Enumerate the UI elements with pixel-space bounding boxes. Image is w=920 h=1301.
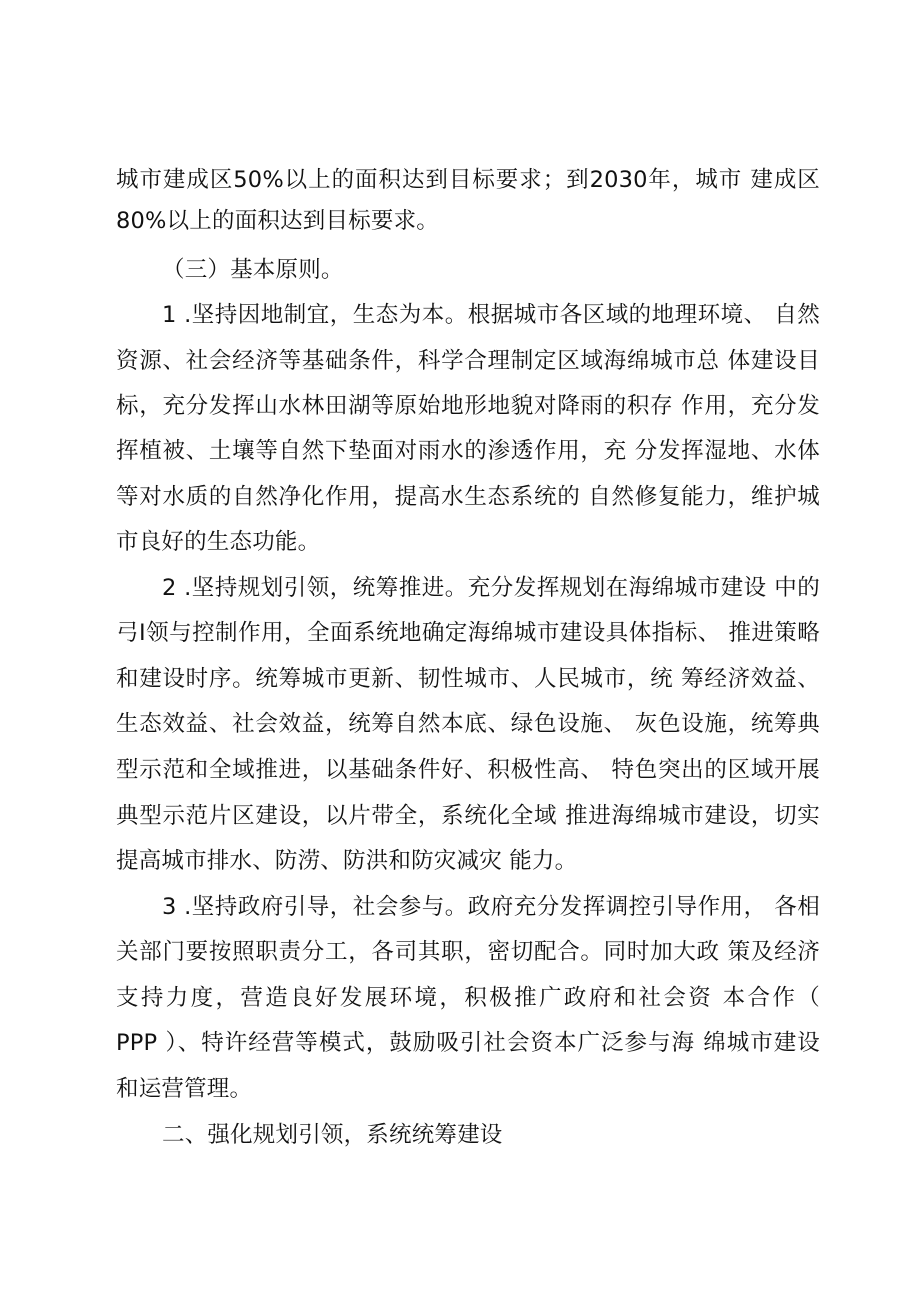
- principle-3-line: 关部门要按照职责分工，各司其职，密切配合。同时加大政 策及经济: [116, 939, 820, 965]
- principle-1-line: 1 .坚持因地制宜，生态为本。根据城市各区域的地理环境、 自然: [162, 302, 820, 328]
- principle-2-line: 型示范和全域推进，以基础条件好、积极性高、 特色突出的区域开展: [116, 757, 820, 783]
- principle-1-line: 挥植被、土壤等自然下垫面对雨水的渗透作用，充 分发挥湿地、水体: [116, 438, 820, 464]
- principle-3-line: 和运营管理。: [116, 1076, 253, 1102]
- principle-2-line: 弓I领与控制作用，全面系统地确定海绵城市建设具体指标、 推进策略: [116, 620, 820, 646]
- principle-2-line: 生态效益、社会效益，统筹自然本底、绿色设施、 灰色设施，统筹典: [116, 711, 820, 737]
- body-text-line: 城市建成区50%以上的面积达到目标要求；到2030年，城市 建成区: [116, 167, 820, 193]
- principle-3-line: 3 .坚持政府引导，社会参与。政府充分发挥调控引导作用， 各相: [162, 894, 820, 920]
- body-text-line: 80%以上的面积达到目标要求。: [116, 208, 440, 234]
- principle-1-line: 市良好的生态功能。: [116, 529, 321, 555]
- principle-2-line: 提高城市排水、防涝、防洪和防灾减灾 能力。: [116, 848, 578, 874]
- principle-1-line: 标，充分发挥山水林田湖等原始地形地貌对降雨的积存 作用，充分发: [116, 393, 820, 419]
- chapter-heading: 二、强化规划引领，系统统筹建设: [162, 1122, 503, 1148]
- principle-3-line: 支持力度，营造良好发展环境，积极推广政府和社会资 本合作（: [116, 985, 820, 1011]
- section-heading: （三）基本原则。: [162, 257, 344, 283]
- principle-1-line: 资源、社会经济等基础条件，科学合理制定区域海绵城市总 体建设目: [116, 348, 820, 374]
- principle-2-line: 和建设时序。统筹城市更新、韧性城市、人民城市，统 筹经济效益、: [116, 666, 820, 692]
- principle-2-line: 2 .坚持规划引领，统筹推进。充分发挥规划在海绵城市建设 中的: [162, 575, 820, 601]
- principle-2-line: 典型示范片区建设，以片带全，系统化全域 推进海绵城市建设，切实: [116, 803, 820, 829]
- principle-3-line: PPP ）、特许经营等模式，鼓励吸引社会资本广泛参与海 绵城市建设: [116, 1030, 820, 1056]
- principle-1-line: 等对水质的自然净化作用，提高水生态系统的 自然修复能力，维护城: [116, 484, 820, 510]
